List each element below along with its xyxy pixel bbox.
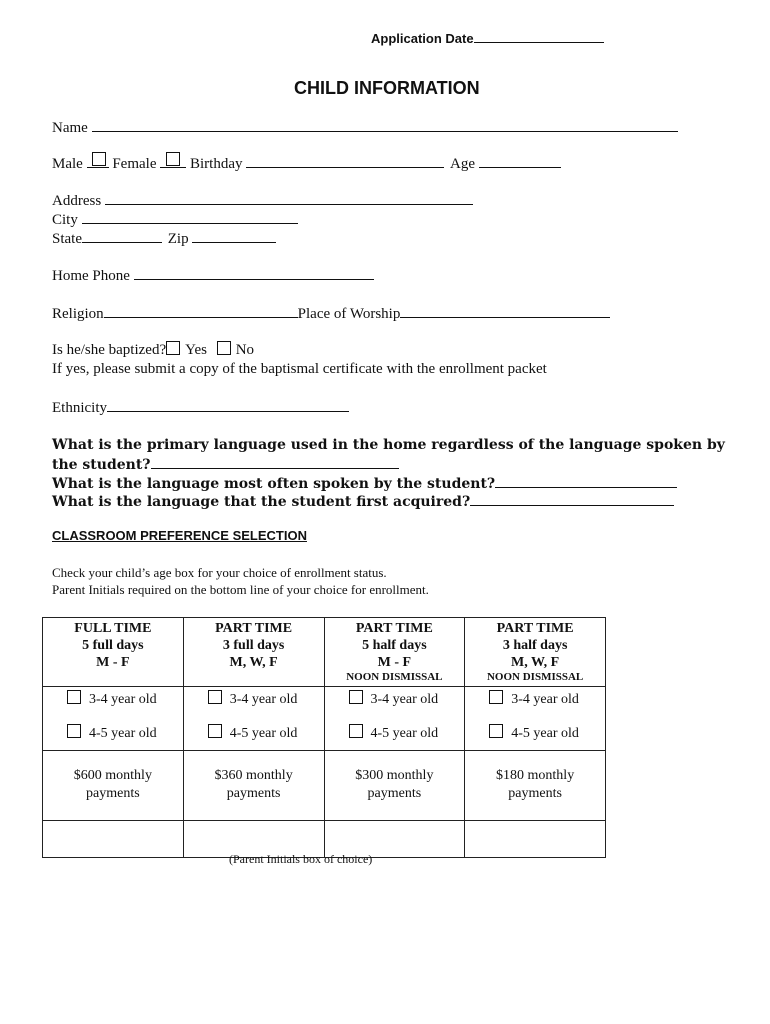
baptized-row (52, 341, 254, 359)
language-question-2-label: What is the language most often spoken by the student? (52, 476, 496, 492)
age-cell-full-time (43, 687, 184, 751)
baptized-label: Is he/she baptized? (52, 342, 167, 358)
age-cell-part-time-3-half (465, 687, 606, 751)
option-title: PART TIME (215, 621, 293, 636)
age-option-4-5 (325, 724, 465, 750)
age-3-4-label: 3-4 year old (229, 692, 298, 707)
name-label: Name (52, 120, 88, 136)
age-option-4-5 (465, 724, 605, 750)
option-days: 3 half days (502, 638, 568, 653)
male-checkbox-line (87, 153, 109, 168)
place-of-worship-label: Place of Worship (297, 306, 401, 322)
option-days: 5 half days (362, 638, 427, 653)
baptized-yes-label: Yes (185, 342, 207, 358)
option-schedule: M - F (96, 655, 130, 670)
option-schedule: M, W, F (511, 655, 560, 670)
option-note: NOON DISMISSAL (486, 671, 584, 683)
age-4-5-label: 4-5 year old (511, 726, 579, 741)
religion-field[interactable] (104, 303, 298, 318)
name-field[interactable] (92, 117, 678, 132)
primary-language-field[interactable] (151, 454, 399, 469)
age-4-5-label: 4-5 year old (229, 726, 298, 741)
zip-field[interactable] (192, 228, 276, 243)
religion-label: Religion (52, 306, 104, 322)
option-title: FULL TIME (74, 621, 152, 636)
age-cell-part-time-3-full (183, 687, 324, 751)
male-checkbox[interactable] (92, 152, 106, 166)
initials-caption: (Parent Initials box of choice) (229, 852, 373, 866)
option-header-part-time-3-full (183, 618, 324, 687)
age-option-3-4 (184, 690, 324, 716)
age-3-4-label: 3-4 year old (511, 692, 579, 707)
state-field[interactable] (82, 228, 162, 243)
baptism-note: If yes, please submit a copy of the baptismal certificate with the enrollment packet (52, 361, 547, 377)
payment-unit: payments (367, 786, 422, 801)
baptized-no-label: No (235, 342, 255, 358)
option-schedule: M - F (377, 655, 412, 670)
gender-birthday-row (52, 153, 561, 173)
table-row-payment (43, 751, 606, 821)
age-cell-part-time-5-half (324, 687, 465, 751)
age-option-3-4 (465, 690, 605, 716)
age-4-5-label: 4-5 year old (89, 726, 157, 741)
classroom-preference-table (42, 617, 606, 858)
payment-amount: $360 monthly (214, 768, 293, 783)
age-3-4-checkbox[interactable] (349, 690, 363, 704)
age-3-4-label: 3-4 year old (89, 692, 157, 707)
application-date-label: Application Date (371, 31, 474, 46)
option-days: 3 full days (222, 638, 285, 653)
address-label: Address (52, 193, 102, 209)
age-3-4-label: 3-4 year old (370, 692, 439, 707)
payment-amount: $180 monthly (496, 768, 575, 783)
language-question-1-line-2 (52, 454, 399, 473)
zip-label: Zip (167, 231, 189, 247)
birthday-label: Birthday (189, 156, 243, 172)
baptized-no-checkbox[interactable] (217, 341, 231, 355)
option-schedule: M, W, F (229, 655, 278, 670)
city-label: City (52, 212, 78, 228)
classroom-instruction-1: Check your child’s age box for your choice of enrollment status. (52, 565, 387, 580)
age-label: Age (449, 156, 475, 172)
language-question-3-label: What is the language that the student first acquired? (52, 494, 471, 510)
ethnicity-field[interactable] (107, 397, 349, 412)
birthday-field[interactable] (246, 153, 444, 168)
place-of-worship-field[interactable] (400, 303, 610, 318)
table-row-age (43, 687, 606, 751)
payment-amount: $600 monthly (73, 768, 152, 783)
option-header-part-time-3-half (465, 618, 606, 687)
home-phone-field[interactable] (134, 265, 374, 280)
age-option-3-4 (43, 690, 183, 716)
city-field[interactable] (82, 209, 298, 224)
state-label: State (52, 231, 82, 247)
state-zip-row (52, 228, 276, 248)
female-checkbox[interactable] (166, 152, 180, 166)
most-spoken-language-field[interactable] (495, 473, 677, 488)
option-note: NOON DISMISSAL (346, 671, 443, 683)
religion-row (52, 303, 610, 323)
payment-cell-part-time-5-half (324, 751, 465, 821)
age-3-4-checkbox[interactable] (208, 690, 222, 704)
table-row-header (43, 618, 606, 687)
age-option-4-5 (43, 724, 183, 750)
name-row (52, 117, 678, 137)
address-row (52, 190, 473, 210)
female-checkbox-line (160, 153, 186, 168)
application-date-row (371, 28, 604, 46)
page-title: CHILD INFORMATION (294, 78, 480, 98)
home-phone-row (52, 265, 374, 285)
city-row (52, 209, 298, 229)
baptized-yes-checkbox[interactable] (166, 341, 180, 355)
option-title: PART TIME (496, 621, 574, 636)
payment-cell-full-time (43, 751, 184, 821)
option-header-part-time-5-half (324, 618, 465, 687)
language-question-1-line-1: What is the primary language used in the home regardless of the language spoken by (52, 437, 725, 453)
address-field[interactable] (105, 190, 473, 205)
initials-box-part-time-3-half[interactable] (465, 821, 606, 858)
language-question-1-label: the student? (52, 457, 151, 473)
ethnicity-label: Ethnicity (52, 400, 107, 416)
age-4-5-label: 4-5 year old (370, 726, 439, 741)
first-acquired-language-field[interactable] (470, 491, 674, 506)
option-days: 5 full days (82, 638, 144, 653)
initials-box-full-time[interactable] (43, 821, 184, 858)
female-label: Female (112, 156, 157, 172)
payment-unit: payments (86, 786, 140, 801)
payment-unit: payments (226, 786, 281, 801)
language-question-2 (52, 473, 677, 492)
classroom-section-title: CLASSROOM PREFERENCE SELECTION (52, 528, 307, 543)
age-option-4-5 (184, 724, 324, 750)
payment-unit: payments (508, 786, 562, 801)
age-4-5-checkbox[interactable] (67, 724, 81, 738)
male-label: Male (52, 156, 83, 172)
age-field[interactable] (479, 153, 561, 168)
option-title: PART TIME (355, 621, 433, 636)
age-4-5-checkbox[interactable] (349, 724, 363, 738)
age-option-3-4 (325, 690, 465, 716)
age-3-4-checkbox[interactable] (489, 690, 503, 704)
option-header-full-time (43, 618, 184, 687)
home-phone-label: Home Phone (52, 268, 130, 284)
classroom-instruction-2: Parent Initials required on the bottom line of your choice for enrollment. (52, 582, 429, 597)
ethnicity-row (52, 397, 349, 417)
payment-cell-part-time-3-full (183, 751, 324, 821)
age-3-4-checkbox[interactable] (67, 690, 81, 704)
age-4-5-checkbox[interactable] (208, 724, 222, 738)
payment-cell-part-time-3-half (465, 751, 606, 821)
age-4-5-checkbox[interactable] (489, 724, 503, 738)
language-question-3 (52, 491, 674, 510)
payment-amount: $300 monthly (355, 768, 434, 783)
application-date-field[interactable] (474, 28, 604, 43)
